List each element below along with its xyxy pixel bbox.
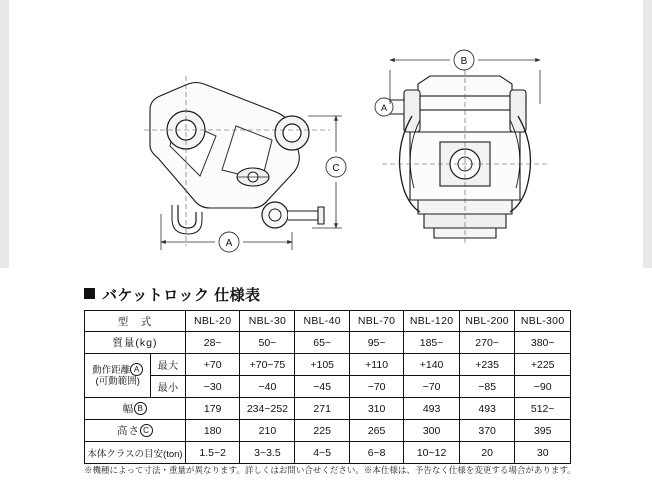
table-row-mass — [85, 332, 571, 354]
stroke-circle-a-icon: A — [130, 363, 143, 376]
width-4: 493 — [404, 398, 460, 420]
height-5: 370 — [459, 420, 515, 442]
row-label-stroke-sub: (可動範囲) — [95, 376, 140, 387]
row-label-class: 本体クラスの目安(ton) — [85, 442, 186, 464]
mass-0: 28~ — [185, 332, 239, 354]
class-5: 20 — [459, 442, 515, 464]
class-0: 1.5~2 — [185, 442, 239, 464]
stroke-min-1: −40 — [240, 376, 295, 398]
row-label-stroke-min: 最小 — [151, 376, 186, 398]
stroke-min-0: −30 — [185, 376, 239, 398]
stroke-max-3: +110 — [349, 354, 403, 376]
svg-text:A: A — [225, 238, 233, 249]
stroke-min-4: −70 — [404, 376, 460, 398]
stroke-min-3: −70 — [349, 376, 403, 398]
row-label-mass: 質量(kg) — [85, 332, 186, 354]
mass-3: 95~ — [349, 332, 403, 354]
svg-text:C: C — [332, 163, 340, 174]
row-label-width — [85, 398, 186, 420]
table-row-height — [85, 420, 571, 442]
width-circle-b-icon: B — [134, 402, 147, 415]
table-row-class — [85, 442, 571, 464]
row-label-height — [85, 420, 186, 442]
table-row-width — [85, 398, 571, 420]
width-2: 271 — [295, 398, 349, 420]
spec-heading-text: バケットロック 仕様表 — [102, 287, 261, 304]
spec-table — [84, 310, 571, 464]
stroke-max-1: +70~75 — [240, 354, 295, 376]
table-row-model — [85, 311, 571, 332]
spec-section — [0, 268, 652, 489]
svg-text:A: A — [380, 103, 388, 113]
stroke-min-6: −90 — [515, 376, 571, 398]
stroke-max-4: +140 — [404, 354, 460, 376]
spec-note: ※機種によって寸法・重量が異なります。詳しくはお問い合せください。※本仕様は、予告なく仕様を変更する場合があります。 — [84, 465, 576, 475]
height-6: 395 — [515, 420, 571, 442]
class-2: 4~5 — [295, 442, 349, 464]
stroke-min-2: −45 — [295, 376, 349, 398]
height-1: 210 — [240, 420, 295, 442]
model-header-5: NBL-200 — [459, 311, 515, 332]
model-header-3: NBL-70 — [349, 311, 403, 332]
height-0: 180 — [185, 420, 239, 442]
width-3: 310 — [349, 398, 403, 420]
table-row-stroke-max — [85, 354, 571, 376]
height-3: 265 — [349, 420, 403, 442]
spec-heading — [84, 284, 261, 305]
svg-text:B: B — [460, 56, 468, 67]
row-label-stroke — [85, 354, 151, 398]
class-1: 3~3.5 — [240, 442, 295, 464]
stroke-min-5: −85 — [459, 376, 515, 398]
stroke-max-0: +70 — [185, 354, 239, 376]
stroke-max-2: +105 — [295, 354, 349, 376]
mass-2: 65~ — [295, 332, 349, 354]
stroke-max-5: +235 — [459, 354, 515, 376]
width-0: 179 — [185, 398, 239, 420]
row-label-model: 型 式 — [85, 311, 186, 332]
mass-4: 185~ — [404, 332, 460, 354]
class-6: 30 — [515, 442, 571, 464]
height-4: 300 — [404, 420, 460, 442]
model-header-1: NBL-30 — [240, 311, 295, 332]
row-label-width-text: 幅 — [122, 403, 135, 415]
width-1: 234~252 — [240, 398, 295, 420]
mass-1: 50~ — [240, 332, 295, 354]
mass-5: 270~ — [459, 332, 515, 354]
stroke-max-6: +225 — [515, 354, 571, 376]
height-2: 225 — [295, 420, 349, 442]
width-6: 512~ — [515, 398, 571, 420]
height-circle-c-icon: C — [140, 424, 153, 437]
row-label-stroke-text: 動作距離 — [92, 365, 131, 377]
model-header-4: NBL-120 — [404, 311, 460, 332]
model-header-2: NBL-40 — [295, 311, 349, 332]
width-5: 493 — [459, 398, 515, 420]
class-3: 6~8 — [349, 442, 403, 464]
row-label-height-text: 高さ — [116, 425, 140, 437]
class-4: 10~12 — [404, 442, 460, 464]
model-header-6: NBL-300 — [515, 311, 571, 332]
model-header-0: NBL-20 — [185, 311, 239, 332]
heading-bullet-icon — [84, 288, 95, 299]
row-label-stroke-max: 最大 — [151, 354, 186, 376]
mass-6: 380~ — [515, 332, 571, 354]
table-row-stroke-min — [85, 376, 571, 398]
